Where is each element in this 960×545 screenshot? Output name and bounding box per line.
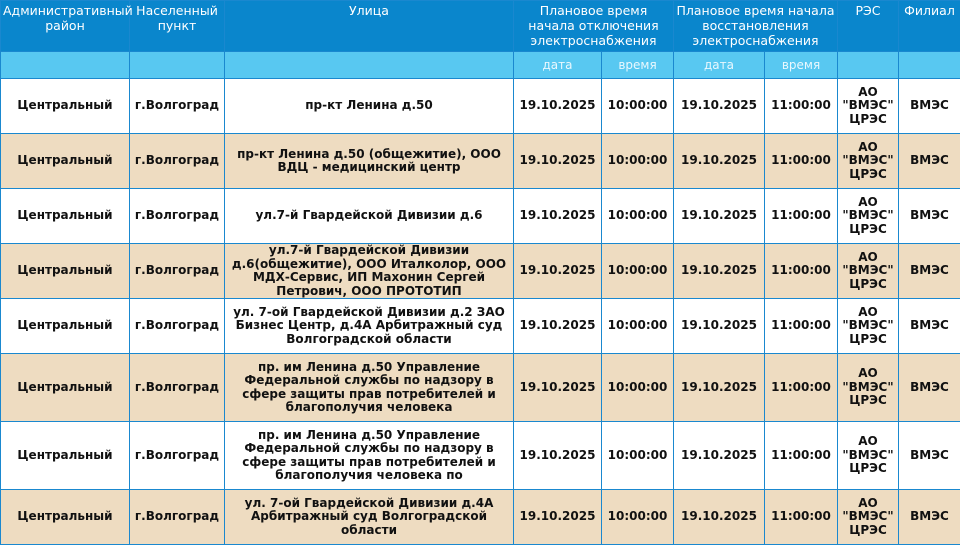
cell-off-time: 10:00:00 — [602, 422, 674, 490]
table-row — [1, 354, 960, 422]
cell-off-date: 19.10.2025 — [514, 490, 602, 545]
cell-locality: г.Волгоград — [130, 299, 225, 354]
column-header-restore-time: Плановое время начала восстановления электроснабжения — [674, 1, 838, 52]
cell-on-time: 11:00:00 — [765, 134, 838, 189]
subheader-blank — [1, 52, 130, 79]
subheader-blank — [130, 52, 225, 79]
cell-branch: ВМЭС — [899, 244, 960, 299]
cell-branch: ВМЭС — [899, 134, 960, 189]
cell-res: АО "ВМЭС" ЦРЭС — [838, 299, 899, 354]
column-header-res: РЭС — [838, 1, 899, 52]
cell-off-date: 19.10.2025 — [514, 244, 602, 299]
cell-off-time: 10:00:00 — [602, 134, 674, 189]
cell-branch: ВМЭС — [899, 422, 960, 490]
cell-district: Центральный — [1, 244, 130, 299]
cell-res: АО "ВМЭС" ЦРЭС — [838, 490, 899, 545]
cell-on-date: 19.10.2025 — [674, 189, 765, 244]
subheader-off-time: время — [602, 52, 674, 79]
table-row — [1, 244, 960, 299]
cell-locality: г.Волгоград — [130, 354, 225, 422]
cell-on-date: 19.10.2025 — [674, 134, 765, 189]
cell-locality: г.Волгоград — [130, 134, 225, 189]
cell-locality: г.Волгоград — [130, 189, 225, 244]
cell-off-date: 19.10.2025 — [514, 79, 602, 134]
column-header-street: Улица — [225, 1, 514, 52]
subheader-on-time: время — [765, 52, 838, 79]
cell-res: АО "ВМЭС" ЦРЭС — [838, 189, 899, 244]
cell-district: Центральный — [1, 422, 130, 490]
cell-street: пр. им Ленина д.50 Управление Федеральной службы по надзору в сфере защиты прав потребителей и благополучия человека — [225, 354, 514, 422]
cell-on-date: 19.10.2025 — [674, 354, 765, 422]
table-row — [1, 189, 960, 244]
cell-street: пр-кт Ленина д.50 (общежитие), ООО ВДЦ - медицинский центр — [225, 134, 514, 189]
table-row — [1, 134, 960, 189]
cell-off-time: 10:00:00 — [602, 79, 674, 134]
cell-on-time: 11:00:00 — [765, 490, 838, 545]
subheader-blank — [838, 52, 899, 79]
cell-on-time: 11:00:00 — [765, 354, 838, 422]
cell-on-date: 19.10.2025 — [674, 299, 765, 354]
cell-off-time: 10:00:00 — [602, 299, 674, 354]
cell-locality: г.Волгоград — [130, 490, 225, 545]
cell-off-time: 10:00:00 — [602, 490, 674, 545]
subheader-blank — [225, 52, 514, 79]
cell-res: АО "ВМЭС" ЦРЭС — [838, 79, 899, 134]
cell-on-time: 11:00:00 — [765, 299, 838, 354]
cell-res: АО "ВМЭС" ЦРЭС — [838, 244, 899, 299]
cell-locality: г.Волгоград — [130, 422, 225, 490]
cell-locality: г.Волгоград — [130, 244, 225, 299]
cell-on-time: 11:00:00 — [765, 189, 838, 244]
cell-street: ул.7-й Гвардейской Дивизии д.6(общежитие), ООО Италколор, ООО МДХ-Сервис, ИП Махонин Сергей Петрович, ООО ПРОТОТИП — [225, 244, 514, 299]
cell-on-time: 11:00:00 — [765, 244, 838, 299]
cell-on-date: 19.10.2025 — [674, 490, 765, 545]
cell-on-date: 19.10.2025 — [674, 79, 765, 134]
cell-res: АО "ВМЭС" ЦРЭС — [838, 354, 899, 422]
cell-street: пр. им Ленина д.50 Управление Федеральной службы по надзору в сфере защиты прав потребителей и благополучия человека по — [225, 422, 514, 490]
cell-off-date: 19.10.2025 — [514, 422, 602, 490]
cell-branch: ВМЭС — [899, 354, 960, 422]
cell-off-date: 19.10.2025 — [514, 134, 602, 189]
cell-off-date: 19.10.2025 — [514, 299, 602, 354]
cell-on-time: 11:00:00 — [765, 422, 838, 490]
cell-district: Центральный — [1, 189, 130, 244]
column-header-locality: Населенный пункт — [130, 1, 225, 52]
table-row — [1, 422, 960, 490]
subheader-off-date: дата — [514, 52, 602, 79]
cell-district: Центральный — [1, 79, 130, 134]
cell-branch: ВМЭС — [899, 189, 960, 244]
cell-on-date: 19.10.2025 — [674, 422, 765, 490]
cell-district: Центральный — [1, 354, 130, 422]
cell-off-time: 10:00:00 — [602, 354, 674, 422]
cell-district: Центральный — [1, 299, 130, 354]
cell-district: Центральный — [1, 490, 130, 545]
table-row — [1, 79, 960, 134]
cell-res: АО "ВМЭС" ЦРЭС — [838, 422, 899, 490]
column-header-branch: Филиал — [899, 1, 960, 52]
cell-on-date: 19.10.2025 — [674, 244, 765, 299]
cell-street: ул. 7-ой Гвардейской Дивизии д.2 ЗАО Бизнес Центр, д.4А Арбитражный суд Волгоградской области — [225, 299, 514, 354]
cell-on-time: 11:00:00 — [765, 79, 838, 134]
cell-street: ул.7-й Гвардейской Дивизии д.6 — [225, 189, 514, 244]
table-row — [1, 299, 960, 354]
cell-locality: г.Волгоград — [130, 79, 225, 134]
column-header-district: Административный район — [1, 1, 130, 52]
subheader-on-date: дата — [674, 52, 765, 79]
subheader-blank — [899, 52, 960, 79]
table-row — [1, 490, 960, 545]
cell-off-time: 10:00:00 — [602, 244, 674, 299]
cell-branch: ВМЭС — [899, 79, 960, 134]
cell-off-date: 19.10.2025 — [514, 189, 602, 244]
cell-district: Центральный — [1, 134, 130, 189]
column-header-off-time: Плановое время начала отключения электроснабжения — [514, 1, 674, 52]
cell-street: ул. 7-ой Гвардейской Дивизии д.4А Арбитражный суд Волгоградской области — [225, 490, 514, 545]
cell-branch: ВМЭС — [899, 490, 960, 545]
cell-off-date: 19.10.2025 — [514, 354, 602, 422]
cell-street: пр-кт Ленина д.50 — [225, 79, 514, 134]
cell-off-time: 10:00:00 — [602, 189, 674, 244]
cell-branch: ВМЭС — [899, 299, 960, 354]
cell-res: АО "ВМЭС" ЦРЭС — [838, 134, 899, 189]
